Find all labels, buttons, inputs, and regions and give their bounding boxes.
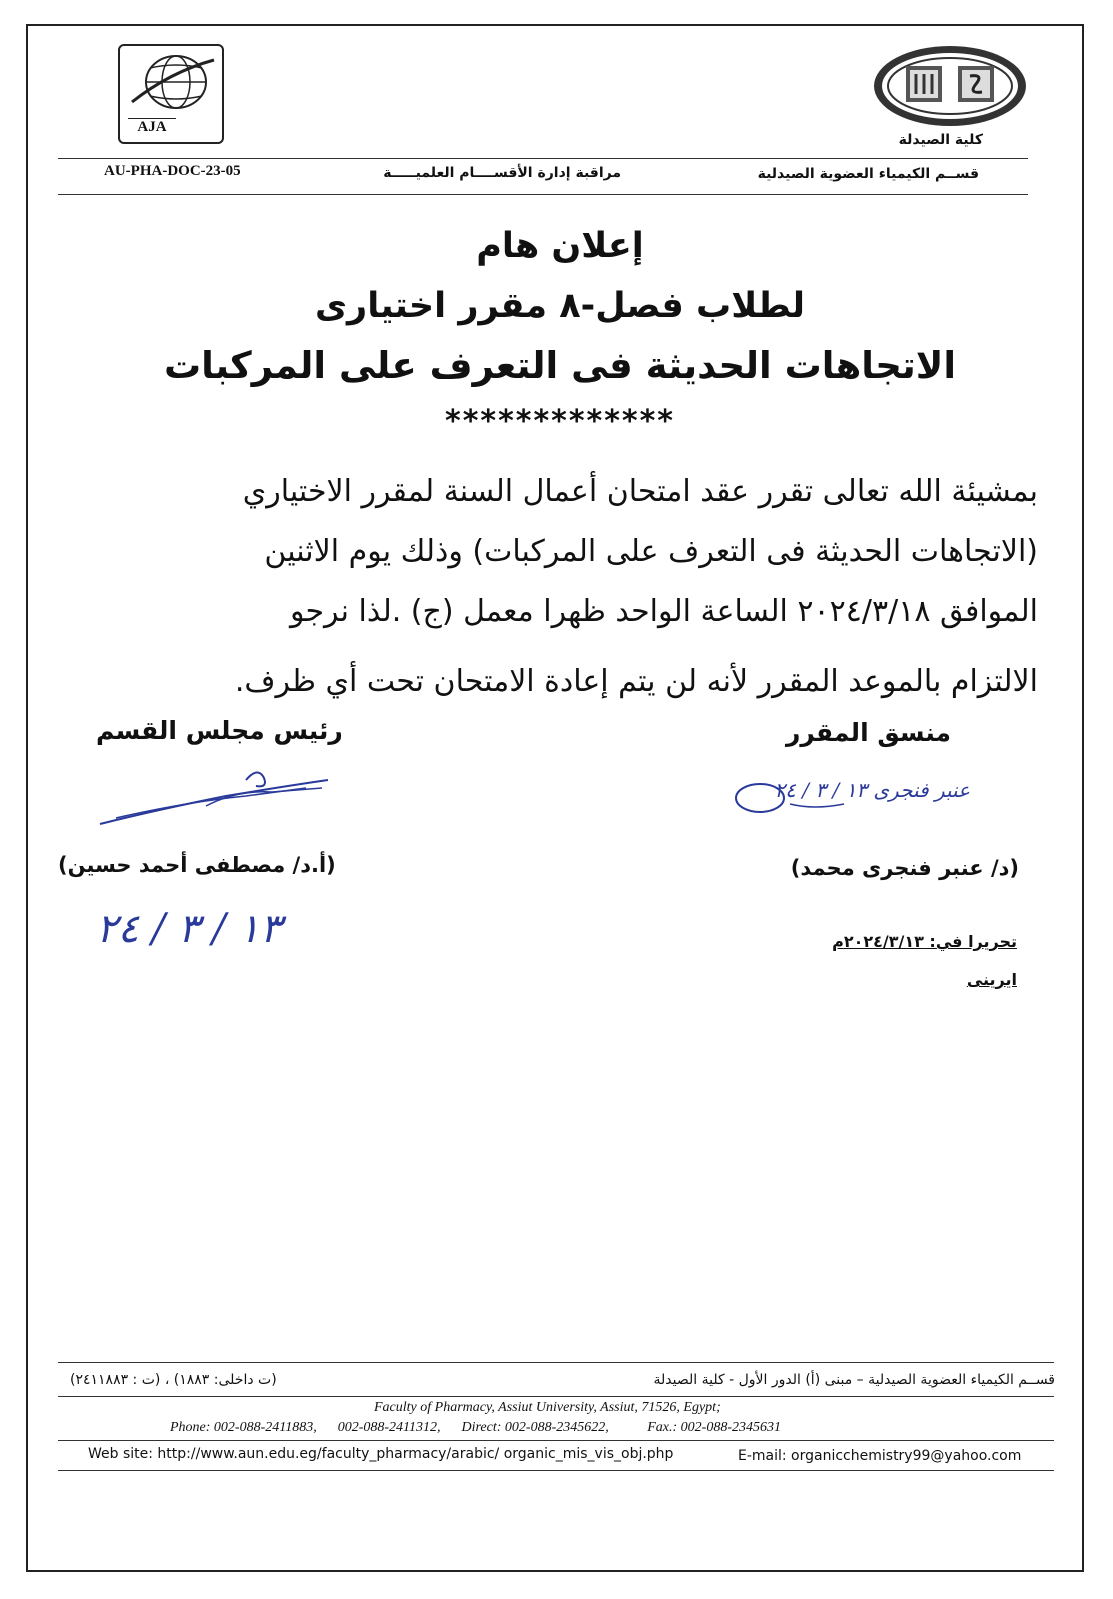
- coordinator-handwriting: [724, 776, 974, 836]
- announcement-subject: الاتجاهات الحديثة فى التعرف على المركبات: [164, 344, 956, 387]
- footer-phones-en: Phone: 002-088-2411883, 002-088-2411312, Direct: 002-088-2345622, Fax.: 002-088-2345631: [170, 1420, 781, 1435]
- head-handwritten-date: ١٣ / ٣ / ٢٤: [96, 906, 282, 952]
- header-divider-top: [58, 158, 1028, 159]
- document-code: AU-PHA-DOC-23-05: [104, 163, 241, 179]
- aja-logo-text: AJA: [128, 118, 176, 136]
- coordinator-name: (د/ عنبر فنجرى محمد): [790, 856, 1019, 880]
- body-line-4: الالتزام بالموعد المقرر لأنه لن يتم إعادة الامتحان تحت أي ظرف.: [234, 664, 1038, 699]
- typist-name: ايرينى: [966, 970, 1017, 989]
- coordinator-handwriting-text: عنبر فنجرى ١٣ / ٣ / ٢٤: [774, 778, 970, 802]
- dated-label: تحريرا في: ٢٠٢٤/٣/١٣م: [832, 932, 1017, 951]
- footer-address-ar: قســم الكيمياء العضوية الصيدلية – مبنى (أ) الدور الأول - كلية الصيدلة: [653, 1372, 1055, 1388]
- footer-website[interactable]: Web site: http://www.aun.edu.eg/faculty_pharmacy/arabic/ organic_mis_vis_obj.php: [88, 1446, 674, 1462]
- body-line-3: الموافق ٢٠٢٤/٣/١٨ الساعة الواحد ظهرا معمل (ج) .لذا نرجو: [290, 594, 1038, 629]
- footer-divider-2: [58, 1396, 1054, 1397]
- announcement-title: إعلان هام: [476, 226, 644, 266]
- globe-icon: [130, 52, 216, 114]
- head-name: (أ.د/ مصطفى أحمد حسين): [58, 853, 336, 877]
- header-divider-bottom: [58, 194, 1028, 195]
- university-seal: [872, 44, 1028, 128]
- announcement-course: لطلاب فصل-٨ مقرر اختيارى: [314, 286, 806, 326]
- body-line-2: (الاتجاهات الحديثة فى التعرف على المركبات) وذلك يوم الاثنين: [264, 534, 1038, 569]
- footer-address-en: Faculty of Pharmacy, Assiut University, Assiut, 71526, Egypt;: [374, 1400, 721, 1415]
- supervision-label: مراقبة إدارة الأقســــام العلميـــــة: [383, 165, 621, 181]
- footer-divider-3: [58, 1440, 1054, 1441]
- footer-divider-1: [58, 1362, 1054, 1363]
- footer-email[interactable]: E-mail: organicchemistry99@yahoo.com: [738, 1448, 1022, 1464]
- head-title: رئيس مجلس القسم: [96, 716, 343, 745]
- aja-logo: [118, 44, 224, 144]
- stars-divider: *************: [445, 404, 675, 439]
- department-name: قســم الكيمياء العضوية الصيدلية: [757, 166, 979, 182]
- head-signature: [96, 766, 336, 830]
- footer-divider-4: [58, 1470, 1054, 1471]
- body-line-1: بمشيئة الله تعالى تقرر عقد امتحان أعمال السنة لمقرر الاختياري: [242, 474, 1038, 509]
- footer-phones-ar: (ت داخلى: ١٨٨٣) ، (ت : ٢٤١١٨٨٣): [70, 1372, 277, 1388]
- college-name: كلية الصيدلة: [898, 132, 983, 148]
- coordinator-title: منسق المقرر: [785, 718, 951, 747]
